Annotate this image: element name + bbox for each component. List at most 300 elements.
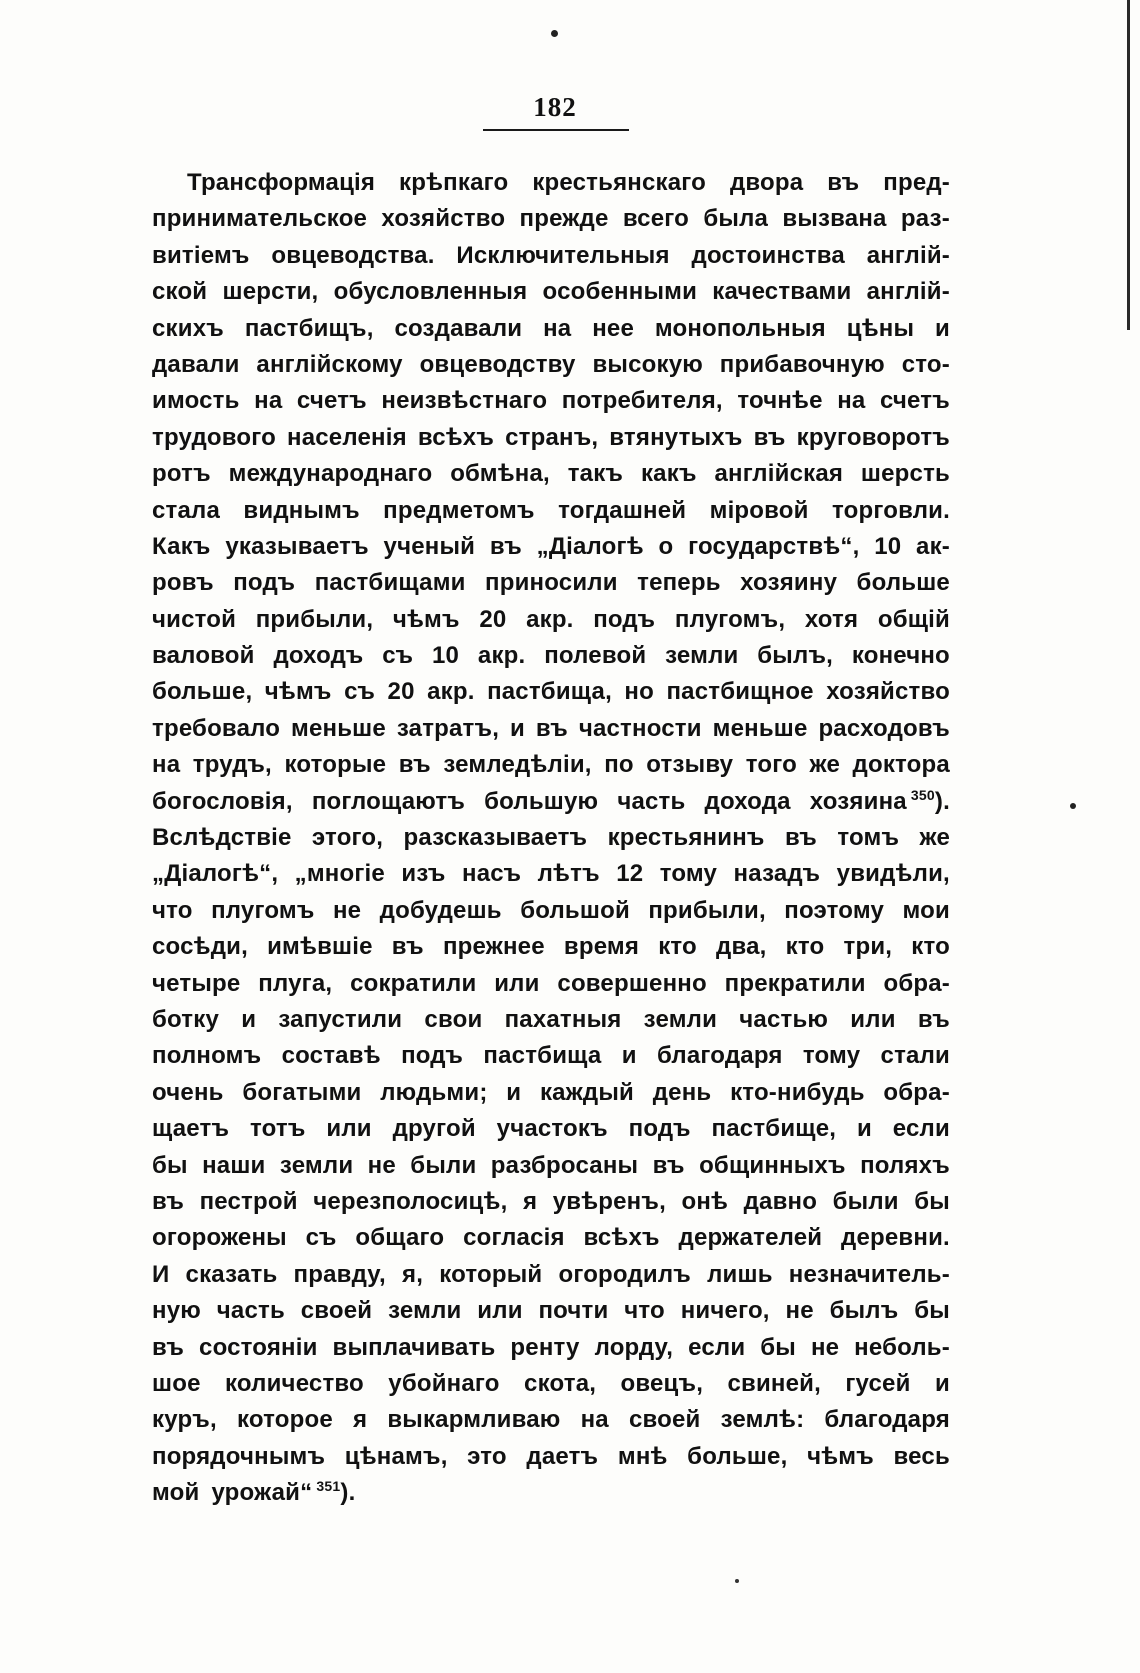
- text-line: [152, 1075, 950, 1111]
- word: наши: [202, 1151, 266, 1179]
- word: хозяина $^{350}$).: [809, 786, 950, 815]
- word: полномъ: [152, 1042, 262, 1070]
- word: обусловленныя: [333, 278, 528, 306]
- word: акр.: [526, 605, 574, 633]
- word: не: [785, 1297, 814, 1325]
- word: счетъ: [296, 387, 367, 415]
- word: часть: [617, 787, 686, 815]
- word: былъ,: [757, 642, 834, 670]
- word: составѣ: [281, 1042, 381, 1070]
- word: общій: [877, 605, 950, 633]
- closing-punctuation: ).: [340, 1479, 356, 1507]
- text-line: [152, 784, 950, 820]
- word: ничего,: [680, 1297, 770, 1325]
- word: странъ,: [505, 423, 599, 451]
- word: незначитель-: [788, 1260, 950, 1288]
- word: мои: [902, 896, 950, 924]
- text-line: [152, 274, 950, 310]
- word: кто: [658, 933, 697, 961]
- word: и: [509, 714, 525, 742]
- text-line: [152, 929, 950, 965]
- word: по: [604, 751, 634, 779]
- text-line: [152, 565, 950, 601]
- word: другой: [392, 1115, 476, 1143]
- text-line: [152, 1366, 950, 1402]
- footnote-reference: 351: [312, 1478, 341, 1495]
- word: но: [624, 678, 654, 706]
- footnote-reference: 350: [906, 786, 935, 803]
- word: подъ: [401, 1042, 464, 1070]
- word: этого,: [311, 824, 384, 852]
- text-line: [152, 529, 950, 565]
- word: мой: [152, 1479, 200, 1507]
- word: на: [580, 1406, 609, 1434]
- word: скихъ: [152, 314, 224, 342]
- word: что: [624, 1297, 665, 1325]
- word: и: [856, 1115, 872, 1143]
- word: пастбище,: [711, 1115, 837, 1143]
- word: совершенно: [557, 969, 707, 997]
- word: міровой: [709, 496, 809, 524]
- word: стала: [152, 496, 221, 524]
- word: трудъ,: [192, 751, 272, 779]
- word: согласія: [463, 1224, 565, 1252]
- word: указываетъ: [225, 532, 369, 560]
- word: своей: [628, 1406, 701, 1434]
- word: ротъ: [152, 460, 211, 488]
- word: богословія,: [152, 787, 293, 815]
- word: была: [703, 205, 769, 233]
- text-line: [152, 347, 950, 383]
- word: цѣнамъ,: [344, 1442, 448, 1470]
- word: сказать: [185, 1260, 278, 1288]
- word: давно: [743, 1187, 818, 1215]
- word: людьми;: [380, 1078, 488, 1106]
- word: чистой: [152, 605, 237, 633]
- word: или: [477, 1297, 523, 1325]
- word: крѣпкаго: [399, 169, 509, 196]
- word: валовой: [152, 642, 255, 670]
- text-line: [152, 456, 950, 492]
- word: это: [467, 1442, 507, 1470]
- word: крестьянскаго: [532, 169, 707, 196]
- text-line: [152, 966, 950, 1002]
- word: англій-: [866, 241, 950, 269]
- word: правду,: [293, 1260, 386, 1288]
- word: въ: [827, 169, 860, 196]
- word: поэтому: [784, 896, 885, 924]
- word: четыре: [152, 969, 241, 997]
- text-line: [152, 1184, 950, 1220]
- word: въ: [489, 532, 522, 560]
- word: земли: [388, 1297, 462, 1325]
- word: почти: [538, 1297, 609, 1325]
- word: огорожены: [152, 1224, 287, 1252]
- word: обра-: [883, 1078, 950, 1106]
- word: хотя: [804, 605, 859, 633]
- text-line: [152, 1330, 950, 1366]
- word: частности: [578, 714, 702, 742]
- word: земли: [643, 1005, 718, 1033]
- word: овецъ,: [620, 1369, 704, 1397]
- word: держателей: [678, 1224, 823, 1252]
- word: прекратили: [724, 969, 866, 997]
- word: прежнее: [442, 933, 545, 961]
- word: какъ: [640, 460, 697, 488]
- text-line: [152, 1002, 950, 1038]
- word: бы: [152, 1151, 188, 1179]
- print-speck: [735, 1579, 739, 1583]
- word: состояніи: [199, 1333, 318, 1361]
- word: неболь-: [854, 1333, 950, 1361]
- word: чѣмъ: [264, 678, 332, 706]
- word: на: [152, 751, 181, 779]
- word: доходъ: [273, 642, 364, 670]
- word: въ: [535, 714, 568, 742]
- word: же: [809, 751, 840, 779]
- word: международнаго: [228, 460, 433, 488]
- word: въ: [152, 1333, 185, 1361]
- word: стали: [880, 1042, 950, 1070]
- word: тому: [802, 1042, 861, 1070]
- word: ровъ: [152, 569, 214, 597]
- word: раз-: [900, 205, 950, 233]
- word: три,: [843, 933, 893, 961]
- word: порядочнымъ: [152, 1442, 326, 1470]
- word: сократили: [350, 969, 477, 997]
- word: плугомъ,: [674, 605, 786, 633]
- word: англійская: [714, 460, 844, 488]
- text-line: [152, 383, 950, 419]
- word: „Діалогѣ“,: [152, 860, 279, 888]
- page-edge-line: [1127, 0, 1130, 330]
- word: въ: [917, 1005, 950, 1033]
- word: благодаря: [824, 1406, 950, 1434]
- text-line: [152, 747, 950, 783]
- word: черезполосицѣ,: [313, 1187, 508, 1215]
- word: прибыли,: [648, 896, 766, 924]
- word: на: [837, 387, 866, 415]
- word: 10: [431, 642, 460, 670]
- word: которые: [284, 751, 387, 779]
- word: чѣмъ: [807, 1442, 874, 1470]
- word: урожай“ $^{351}$).: [211, 1478, 356, 1507]
- word: пред-: [883, 169, 950, 196]
- word: щаетъ: [152, 1115, 230, 1143]
- word: сто-: [901, 350, 950, 378]
- word: съ: [305, 1224, 337, 1252]
- word: день: [652, 1078, 712, 1106]
- word: были: [832, 1187, 899, 1215]
- word: достоинства: [691, 241, 845, 269]
- word: хозяину: [740, 569, 838, 597]
- word: больше,: [687, 1442, 788, 1470]
- word: бы: [760, 1333, 796, 1361]
- word: Исключительныя: [456, 241, 670, 269]
- word: гусей: [845, 1369, 911, 1397]
- word: всего: [622, 205, 690, 233]
- word: овцеводству: [419, 350, 576, 378]
- word: расходовъ: [818, 714, 950, 742]
- word: земли: [279, 1151, 354, 1179]
- word: насъ: [462, 860, 522, 888]
- word: и: [241, 1005, 257, 1033]
- word: 20: [479, 605, 507, 633]
- word: того: [745, 751, 798, 779]
- text-line: [152, 893, 950, 929]
- word: увѣренъ,: [552, 1187, 666, 1215]
- word: цѣны: [846, 314, 915, 342]
- word: 10: [874, 532, 902, 560]
- word: съ: [382, 642, 414, 670]
- word: участокъ: [496, 1115, 608, 1143]
- word: торговли.: [831, 496, 950, 524]
- word: принимательское: [152, 205, 368, 233]
- word: свиней,: [727, 1369, 821, 1397]
- word: въ: [652, 1151, 685, 1179]
- word: двора: [729, 169, 804, 196]
- word: же: [919, 824, 950, 852]
- body-text: [152, 165, 950, 1511]
- page-number: 182: [533, 92, 577, 122]
- word: монопольныя: [654, 314, 826, 342]
- word: отзыву: [646, 751, 734, 779]
- word: пастбища,: [487, 678, 612, 706]
- word: поглощаютъ: [311, 787, 466, 815]
- word: виднымъ: [243, 496, 360, 524]
- word: давали: [152, 350, 240, 378]
- word: витіемъ: [152, 241, 250, 269]
- word: всѣхъ: [417, 423, 495, 451]
- word: втянутыхъ: [609, 423, 743, 451]
- word: тому: [659, 860, 718, 888]
- word: такъ: [567, 460, 624, 488]
- word: или: [494, 969, 540, 997]
- word: лорду,: [594, 1333, 674, 1361]
- word: 12: [616, 860, 644, 888]
- word: ской: [152, 278, 208, 306]
- word: предметомъ: [383, 496, 535, 524]
- word: хозяйство: [826, 678, 950, 706]
- word: акр.: [477, 642, 526, 670]
- word: больше: [856, 569, 950, 597]
- word: качествами: [712, 278, 852, 306]
- word: общинныхъ: [699, 1151, 846, 1179]
- word: крестьянинъ: [607, 824, 765, 852]
- word: Трансформація: [187, 169, 376, 196]
- word: я: [522, 1187, 538, 1215]
- word: 20: [387, 678, 415, 706]
- word: которое: [236, 1406, 333, 1434]
- text-line: [152, 1111, 950, 1147]
- word: нее: [592, 314, 634, 342]
- word: затратъ,: [396, 714, 500, 742]
- word: лѣтъ: [537, 860, 600, 888]
- word: пастбищъ,: [244, 314, 374, 342]
- word: круговоротъ: [796, 423, 950, 451]
- text-line: [152, 856, 950, 892]
- word: назадъ: [733, 860, 821, 888]
- text-line: [152, 420, 950, 456]
- word: въ: [753, 423, 786, 451]
- word: конечно: [851, 642, 950, 670]
- word: акр.: [427, 678, 475, 706]
- word: огородилъ: [558, 1260, 691, 1288]
- word: дохода: [704, 787, 791, 815]
- word: прежде: [519, 205, 609, 233]
- text-line: [152, 1475, 950, 1511]
- word: большой: [520, 896, 630, 924]
- word: въ: [784, 824, 818, 852]
- text-line: [152, 1402, 950, 1438]
- word: бы: [914, 1297, 950, 1325]
- word: съ: [344, 678, 376, 706]
- word: количество: [225, 1369, 364, 1397]
- word: частью: [739, 1005, 829, 1033]
- word: овцеводства.: [271, 241, 435, 269]
- word: или: [326, 1115, 372, 1143]
- word: въ: [398, 751, 431, 779]
- word: пестрой: [199, 1187, 298, 1215]
- word: „Діалогѣ: [536, 532, 644, 560]
- print-speck: [551, 30, 558, 37]
- word: на: [543, 314, 572, 342]
- word: не: [332, 896, 362, 924]
- text-line: [152, 1038, 950, 1074]
- word: выплачивать: [332, 1333, 496, 1361]
- word: пастбища: [483, 1042, 602, 1070]
- word: меньше: [291, 714, 386, 742]
- word: я: [353, 1406, 368, 1434]
- word: земли: [665, 642, 739, 670]
- word: плуга,: [258, 969, 333, 997]
- word: не: [810, 1333, 840, 1361]
- word: шерсти,: [222, 278, 319, 306]
- word: изъ: [401, 860, 446, 888]
- word: скота,: [524, 1369, 597, 1397]
- word: кто-нибудь: [730, 1078, 865, 1106]
- word: убойнаго: [388, 1369, 500, 1397]
- word: весь: [893, 1442, 950, 1470]
- word: обмѣна,: [450, 460, 550, 488]
- text-line: [152, 711, 950, 747]
- word: трудового: [152, 423, 276, 451]
- text-line: [152, 1257, 950, 1293]
- word: англій-: [866, 278, 950, 306]
- word: доктора: [852, 751, 950, 779]
- word: тогдашней: [558, 496, 687, 524]
- word: кто: [911, 933, 950, 961]
- word: счетъ: [879, 387, 950, 415]
- word: былъ: [829, 1297, 899, 1325]
- word: если: [688, 1333, 746, 1361]
- text-line: [152, 820, 950, 856]
- word: И: [152, 1260, 170, 1288]
- word: полевой: [544, 642, 647, 670]
- word: на: [254, 387, 283, 415]
- word: кто: [785, 933, 825, 961]
- word: и: [621, 1042, 637, 1070]
- print-speck: [1070, 803, 1076, 809]
- word: томъ: [837, 824, 900, 852]
- word: мнѣ: [617, 1442, 668, 1470]
- word: увидѣли,: [836, 860, 950, 888]
- word: особенными: [542, 278, 698, 306]
- word: о: [658, 532, 674, 560]
- word: благодаря: [657, 1042, 783, 1070]
- page-number-rule: [483, 129, 629, 131]
- word: въ: [152, 1187, 185, 1215]
- word: подъ: [628, 1115, 691, 1143]
- text-line: [152, 311, 950, 347]
- word: больше,: [152, 678, 253, 706]
- word: Вслѣдствіе: [152, 824, 292, 852]
- word: прибавочную: [719, 350, 885, 378]
- word: богатыми: [242, 1078, 362, 1106]
- word: пастбищное: [666, 678, 814, 706]
- word: были: [410, 1151, 477, 1179]
- word: я,: [402, 1260, 424, 1288]
- text-line: [152, 493, 950, 529]
- word: пахатныя: [504, 1005, 622, 1033]
- word: прибыли,: [255, 605, 374, 633]
- word: даетъ: [526, 1442, 599, 1470]
- word: имѣвшіе: [267, 933, 373, 961]
- word: ак-: [916, 532, 950, 560]
- text-line: [152, 1220, 950, 1256]
- word: свои: [424, 1005, 483, 1033]
- word: неизвѣстнаго: [381, 387, 548, 415]
- word: англійскому: [256, 350, 403, 378]
- word: государствѣ“,: [688, 532, 860, 560]
- word: населенія: [287, 423, 407, 451]
- text-line: [152, 1439, 950, 1475]
- word: точнѣе: [737, 387, 823, 415]
- word: не: [367, 1151, 396, 1179]
- text-line: [152, 1293, 950, 1329]
- word: очень: [152, 1078, 224, 1106]
- word: добудешь: [379, 896, 502, 924]
- word: создавали: [394, 314, 523, 342]
- word: потребителя,: [561, 387, 723, 415]
- word: хозяйство: [381, 205, 506, 233]
- word: Какъ: [152, 532, 211, 560]
- word: деревни.: [841, 1224, 950, 1252]
- word: бы: [914, 1187, 950, 1215]
- word: куръ,: [152, 1406, 217, 1434]
- word: чѣмъ: [392, 605, 460, 633]
- word: шерсть: [860, 460, 950, 488]
- word: ренту: [510, 1333, 580, 1361]
- word: или: [850, 1005, 896, 1033]
- word: своей: [300, 1297, 373, 1325]
- word: шое: [152, 1369, 201, 1397]
- text-line: [152, 1148, 950, 1184]
- word: въ: [391, 933, 424, 961]
- closing-punctuation: ).: [934, 787, 950, 815]
- word: ную: [152, 1297, 201, 1325]
- word: приносили: [485, 569, 618, 597]
- word: время: [563, 933, 640, 961]
- word: вызвана: [782, 205, 887, 233]
- word: „многіе: [294, 860, 385, 888]
- word: большую: [484, 787, 599, 815]
- word: плугомъ: [211, 896, 315, 924]
- word: и: [935, 314, 950, 342]
- word: тотъ: [250, 1115, 306, 1143]
- word: выкармливаю: [387, 1406, 561, 1434]
- word: и: [934, 1369, 950, 1397]
